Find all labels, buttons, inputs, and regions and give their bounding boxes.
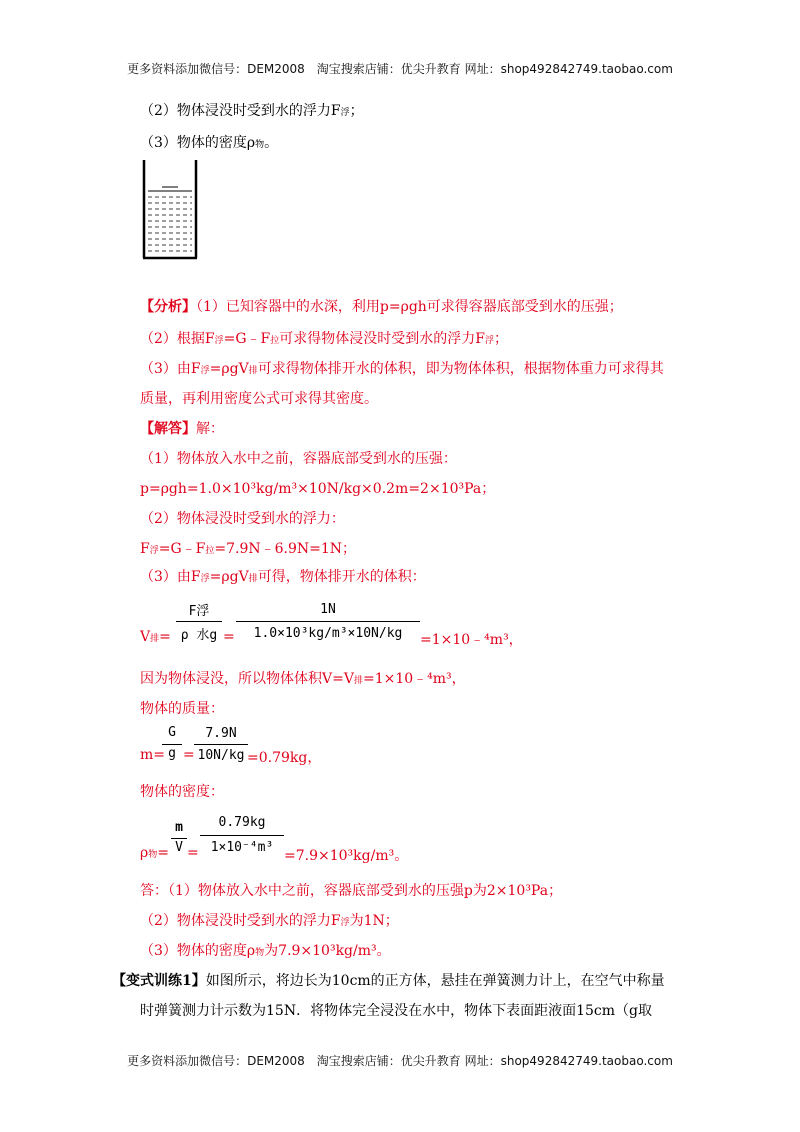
mass-frac-bar — [162, 744, 182, 745]
analysis-l2g: ； — [494, 331, 509, 347]
page-header: 更多资料添加微信号：DEM2008 淘宝搜索店铺：优尖升教育 网址：shop492842749.taobao.com — [127, 62, 673, 76]
volume-frac2-bar — [236, 621, 420, 622]
volume-frac-denominator: ρ 水g — [180, 628, 218, 643]
s3e: 可得，物体排开水的体积： — [257, 569, 426, 585]
s3b: 浮 — [200, 574, 210, 584]
s3c: =ρgV — [209, 569, 249, 585]
s2-eq-b: 浮 — [149, 546, 159, 556]
volume-frac-bar — [176, 621, 222, 622]
density-lhs-rho: ρ — [140, 845, 149, 861]
analysis-line-3 — [140, 358, 664, 378]
answer-1: 答：（1）物体放入水中之前，容器底部受到水的压强p为2×10³Pa； — [140, 883, 563, 899]
analysis-line-1 — [140, 296, 623, 316]
s4b: 排 — [353, 676, 363, 686]
analysis-l2a: （2）根据F — [140, 331, 215, 347]
question-3 — [140, 132, 278, 152]
volume-eq-sign-2: = — [223, 629, 235, 645]
density-eq-sign-2: = — [187, 845, 199, 861]
question-2-sub: 浮 — [340, 108, 350, 118]
analysis-line-4: 质量，再利用密度公式可求得其密度。 — [140, 391, 378, 407]
solution-step-4 — [140, 668, 466, 688]
question-2-text: （2）物体浸没时受到水的浮力F — [140, 103, 341, 119]
ans3b: 物 — [255, 948, 265, 958]
ans2b: 浮 — [340, 918, 350, 928]
density-frac-numerator: m — [175, 820, 183, 835]
density-frac2-numerator: 0.79kg — [218, 815, 266, 830]
density-lhs-sub: 物 — [148, 850, 158, 860]
mass-frac2-denominator: 10N/kg — [197, 748, 245, 763]
density-frac2-denominator: 1×10⁻⁴m³ — [210, 840, 274, 855]
question-2-end: ； — [349, 103, 364, 119]
density-frac2-bar — [200, 835, 284, 836]
analysis-l2c: =G﹣F — [223, 331, 271, 347]
mass-eq-sign: = — [183, 747, 195, 763]
volume-eq-sign: = — [159, 629, 171, 645]
s4a: 因为物体浸没，所以物体体积V=V — [140, 671, 354, 687]
volume-frac-numerator: F浮 — [188, 604, 210, 619]
s3a: （3）由F — [140, 569, 201, 585]
mass-frac-numerator: G — [168, 725, 176, 740]
analysis-l2e: 可求得物体浸没时受到水的浮力F — [279, 331, 486, 347]
density-lhs — [140, 845, 169, 861]
solution-tag: 【解答】 — [140, 421, 196, 437]
answer-3 — [140, 940, 391, 960]
solution-step-6: 物体的密度： — [140, 784, 224, 800]
s4c: =1×10﹣⁴m³， — [362, 671, 466, 687]
question-3-end: 。 — [264, 135, 279, 151]
s2-eq-e: =7.9N﹣6.9N=1N； — [214, 541, 357, 557]
volume-frac2-numerator: 1N — [320, 602, 336, 617]
question-2 — [140, 100, 364, 120]
density-frac-bar — [171, 838, 187, 839]
mass-result: =0.79kg， — [247, 750, 322, 766]
solution-step-2-equation — [140, 538, 356, 558]
variant-line-1-text: 如图所示，将边长为10cm的正方体，悬挂在弹簧测力计上，在空气中称量 — [205, 973, 665, 989]
s3d: 排 — [248, 574, 258, 584]
solution-heading — [140, 418, 224, 438]
volume-lhs — [140, 629, 171, 645]
solution-step-1-equation: p=ρgh=1.0×10³kg/m³×10N/kg×0.2m=2×10³Pa； — [140, 481, 496, 497]
answer-2 — [140, 910, 399, 930]
density-result: =7.9×10³kg/m³。 — [284, 848, 409, 864]
variant-line-2: 时弹簧测力计示数为15N．将物体完全浸没在水中，物体下表面距液面15cm（g取 — [140, 1003, 652, 1019]
analysis-line-2 — [140, 328, 508, 348]
analysis-l3b: 浮 — [200, 366, 210, 376]
analysis-l2f: 浮 — [485, 336, 495, 346]
s2-eq-c: =G﹣F — [158, 541, 206, 557]
solution-tag-after: 解： — [196, 421, 224, 437]
variant-line-1 — [112, 970, 665, 990]
volume-frac2-denominator: 1.0×10³kg/m³×10N/kg — [253, 626, 403, 641]
water-container-figure — [140, 160, 200, 260]
ans3a: （3）物体的密度ρ — [140, 943, 256, 959]
volume-lhs-v: V — [140, 629, 151, 645]
analysis-l3a: （3）由F — [140, 361, 201, 377]
mass-frac-denominator: g — [168, 746, 176, 761]
solution-step-2: （2）物体浸没时受到水的浮力： — [140, 511, 345, 527]
question-3-sub: 物 — [255, 140, 265, 150]
solution-step-3 — [140, 566, 426, 586]
ans2c: 为1N； — [349, 913, 399, 929]
volume-lhs-sub: 排 — [150, 634, 160, 644]
analysis-l2d: 拉 — [270, 336, 280, 346]
analysis-l3e: 可求得物体排开水的体积，即为物体体积，根据物体重力可求得其 — [257, 361, 664, 377]
analysis-l3d: 排 — [248, 366, 258, 376]
s2-eq-d: 拉 — [205, 546, 215, 556]
analysis-line-1-text: （1）已知容器中的水深，利用p=ρgh可求得容器底部受到水的压强； — [196, 299, 623, 315]
density-frac-denominator: V — [175, 840, 183, 855]
solution-step-5: 物体的质量： — [140, 701, 224, 717]
analysis-l2b: 浮 — [214, 336, 224, 346]
mass-frac2-numerator: 7.9N — [205, 726, 237, 741]
variant-tag: 【变式训练1】 — [112, 973, 206, 989]
mass-lhs: m= — [140, 747, 166, 763]
analysis-l3c: =ρgV — [209, 361, 249, 377]
page-footer: 更多资料添加微信号：DEM2008 淘宝搜索店铺：优尖升教育 网址：shop492842749.taobao.com — [127, 1054, 673, 1068]
question-3-text: （3）物体的密度ρ — [140, 135, 256, 151]
solution-step-1: （1）物体放入水中之前，容器底部受到水的压强： — [140, 451, 457, 467]
analysis-tag: 【分析】 — [140, 299, 196, 315]
s2-eq-a: F — [140, 541, 150, 557]
density-eq-sign: = — [157, 845, 169, 861]
ans3c: 为7.9×10³kg/m³。 — [264, 943, 391, 959]
volume-result: =1×10﹣⁴m³， — [420, 632, 523, 648]
ans2a: （2）物体浸没时受到水的浮力F — [140, 913, 341, 929]
mass-frac2-bar — [194, 744, 248, 745]
